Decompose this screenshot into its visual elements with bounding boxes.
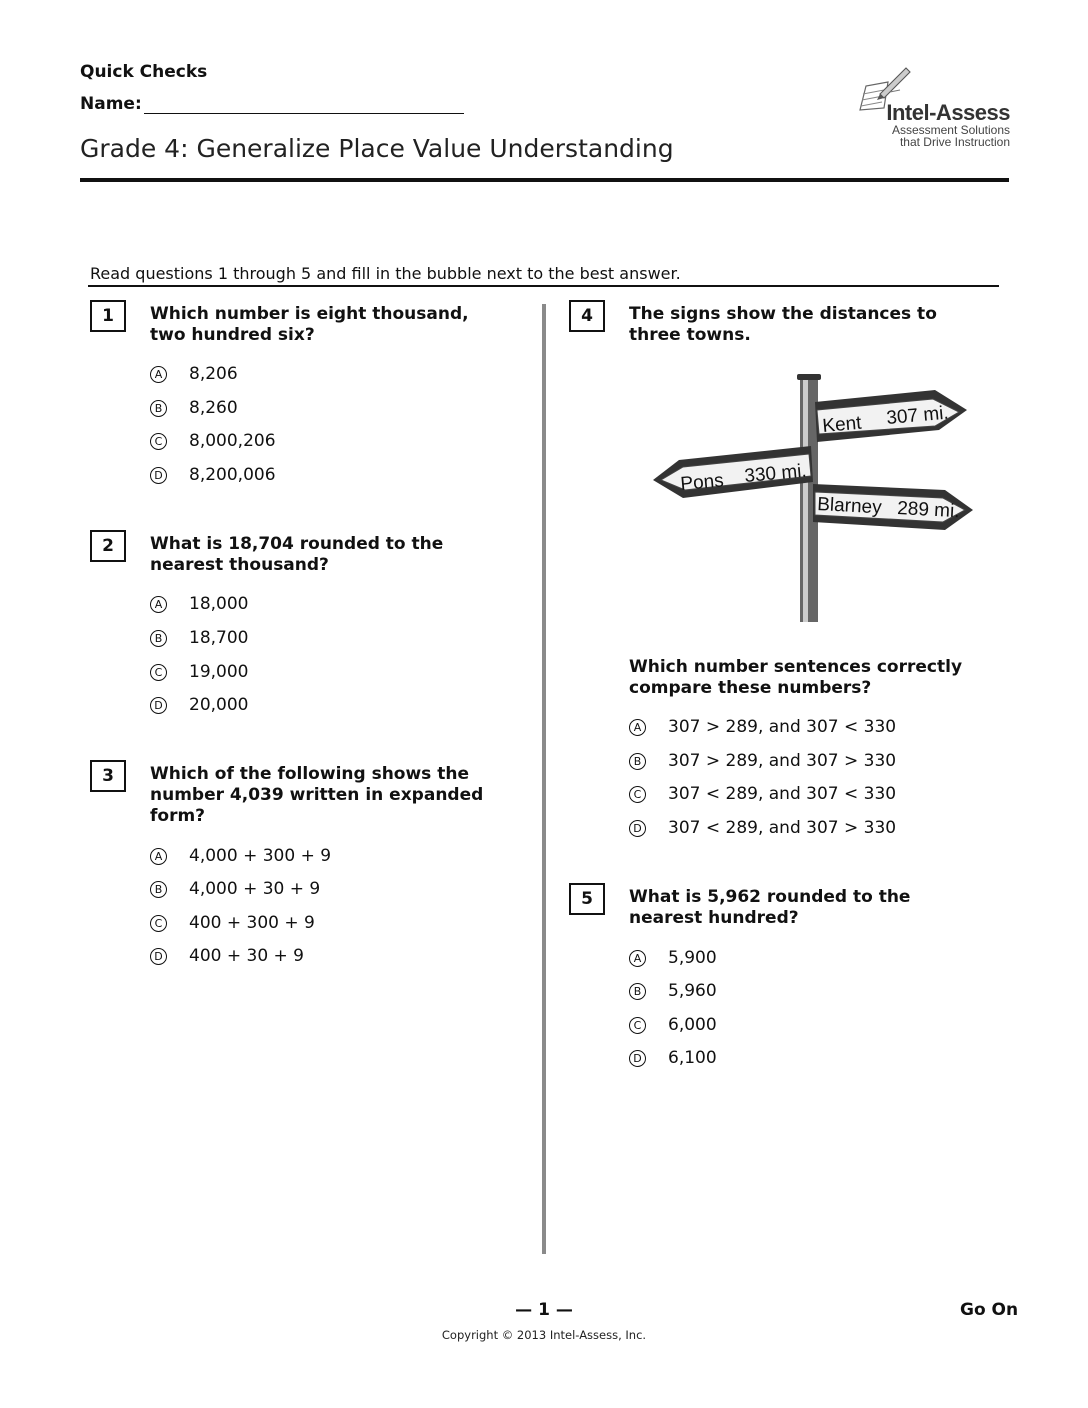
answer-text: 8,200,006 — [189, 465, 276, 485]
answer-option[interactable] — [150, 845, 331, 867]
answer-bubble[interactable]: C — [150, 664, 167, 681]
answer-option[interactable] — [629, 750, 896, 772]
answer-bubble[interactable]: C — [629, 786, 646, 803]
question-text-line: Which of the following shows the — [150, 764, 469, 784]
sign-pons-town: Pons — [679, 470, 725, 495]
name-field — [80, 94, 464, 114]
answer-text: 18,000 — [189, 594, 249, 614]
question-4-text — [629, 304, 937, 346]
answer-option[interactable] — [150, 430, 276, 452]
page-title: Grade 4: Generalize Place Value Understanding — [80, 134, 674, 163]
answer-bubble[interactable]: A — [629, 719, 646, 736]
header-rule — [80, 178, 1009, 182]
answer-bubble[interactable]: B — [629, 753, 646, 770]
answer-bubble[interactable]: D — [629, 1050, 646, 1067]
instructions-rule — [88, 285, 999, 287]
logo-tagline-2: that Drive Instruction — [899, 135, 1010, 149]
answer-bubble[interactable]: B — [150, 400, 167, 417]
question-number: 5 — [569, 883, 605, 915]
answer-bubble[interactable]: B — [150, 881, 167, 898]
go-on-label: Go On — [960, 1300, 1019, 1320]
answer-bubble[interactable]: D — [150, 697, 167, 714]
sign-blarney-town: Blarney — [816, 494, 883, 519]
answer-option[interactable] — [150, 464, 276, 486]
signpost-illustration — [645, 372, 980, 627]
question-text-line: two hundred six? — [150, 325, 315, 345]
answer-text: 307 > 289, and 307 > 330 — [668, 751, 897, 771]
name-blank-line — [144, 95, 464, 114]
sign-kent-distance: 307 mi. — [885, 402, 950, 429]
question-number: 1 — [90, 300, 126, 332]
sign-blarney-distance: 289 mi. — [896, 498, 961, 523]
answer-bubble[interactable]: D — [150, 948, 167, 965]
name-label: Name: — [80, 94, 142, 114]
answer-bubble[interactable]: A — [150, 596, 167, 613]
answer-option[interactable] — [150, 627, 248, 649]
answer-option[interactable] — [629, 783, 896, 805]
answer-option[interactable] — [629, 716, 896, 738]
answer-text: 19,000 — [189, 662, 249, 682]
answer-text: 307 > 289, and 307 < 330 — [668, 717, 897, 737]
answer-option[interactable] — [150, 661, 248, 683]
question-text-line: nearest thousand? — [150, 555, 329, 575]
answer-text: 18,700 — [189, 628, 249, 648]
answer-bubble[interactable]: A — [150, 848, 167, 865]
answer-bubble[interactable]: B — [150, 630, 167, 647]
answer-text: 6,000 — [668, 1015, 717, 1035]
sign-kent-town: Kent — [821, 412, 863, 437]
question-text-line: nearest hundred? — [629, 908, 799, 928]
question-text-line: form? — [150, 806, 206, 826]
column-divider — [542, 304, 546, 1254]
answer-text: 5,900 — [668, 948, 717, 968]
question-5-text — [629, 887, 910, 929]
answer-bubble[interactable]: D — [150, 467, 167, 484]
question-text-line: number 4,039 written in expanded — [150, 785, 484, 805]
answer-option[interactable] — [629, 1014, 717, 1036]
question-1-text — [150, 304, 469, 346]
answer-text: 8,260 — [189, 398, 238, 418]
question-4-prompt — [629, 657, 962, 699]
answer-bubble[interactable]: C — [629, 1017, 646, 1034]
answer-text: 307 < 289, and 307 > 330 — [668, 818, 897, 838]
question-text-line: What is 5,962 rounded to the — [629, 887, 911, 907]
logo-brand: Intel-Assess — [886, 100, 1010, 125]
answer-option[interactable] — [150, 945, 304, 967]
answer-text: 400 + 300 + 9 — [189, 913, 315, 933]
instructions: Read questions 1 through 5 and fill in the bubble next to the best answer. — [90, 264, 681, 283]
answer-text: 4,000 + 30 + 9 — [189, 879, 321, 899]
answer-bubble[interactable]: C — [150, 915, 167, 932]
answer-option[interactable] — [629, 1047, 717, 1069]
answer-text: 5,960 — [668, 981, 717, 1001]
answer-option[interactable] — [150, 363, 238, 385]
answer-option[interactable] — [629, 947, 717, 969]
answer-bubble[interactable]: B — [629, 983, 646, 1000]
answer-option[interactable] — [150, 694, 248, 716]
question-2-text — [150, 534, 443, 576]
answer-option[interactable] — [150, 593, 248, 615]
question-number: 4 — [569, 300, 605, 332]
answer-bubble[interactable]: D — [629, 820, 646, 837]
question-text-line: Which number is eight thousand, — [150, 304, 469, 324]
question-text-line: The signs show the distances to — [629, 304, 937, 324]
sign-kent — [815, 390, 967, 442]
sign-pons — [653, 446, 813, 498]
answer-text: 8,000,206 — [189, 431, 276, 451]
answer-text: 6,100 — [668, 1048, 717, 1068]
logo-tagline-1: Assessment Solutions — [891, 123, 1010, 137]
intel-assess-logo — [852, 64, 1012, 150]
answer-bubble[interactable]: A — [150, 366, 167, 383]
answer-option[interactable] — [150, 912, 315, 934]
answer-option[interactable] — [629, 817, 896, 839]
sign-blarney — [813, 484, 973, 530]
quick-checks-label: Quick Checks — [80, 62, 208, 82]
answer-bubble[interactable]: A — [629, 950, 646, 967]
answer-text: 400 + 30 + 9 — [189, 946, 304, 966]
answer-option[interactable] — [150, 878, 320, 900]
question-number: 2 — [90, 530, 126, 562]
question-3-text — [150, 764, 483, 827]
answer-option[interactable] — [629, 980, 717, 1002]
answer-bubble[interactable]: C — [150, 433, 167, 450]
question-text-line: What is 18,704 rounded to the — [150, 534, 444, 554]
sign-pons-distance: 330 mi. — [743, 460, 808, 487]
page-number: — 1 — — [515, 1300, 573, 1320]
copyright: Copyright © 2013 Intel-Assess, Inc. — [441, 1328, 647, 1342]
question-text-line: three towns. — [629, 325, 751, 345]
answer-text: 4,000 + 300 + 9 — [189, 846, 332, 866]
question-text-line: compare these numbers? — [629, 678, 872, 698]
answer-text: 307 < 289, and 307 < 330 — [668, 784, 897, 804]
answer-option[interactable] — [150, 397, 238, 419]
question-text-line: Which number sentences correctly — [629, 657, 963, 677]
answer-text: 8,206 — [189, 364, 238, 384]
question-number: 3 — [90, 760, 126, 792]
answer-text: 20,000 — [189, 695, 249, 715]
